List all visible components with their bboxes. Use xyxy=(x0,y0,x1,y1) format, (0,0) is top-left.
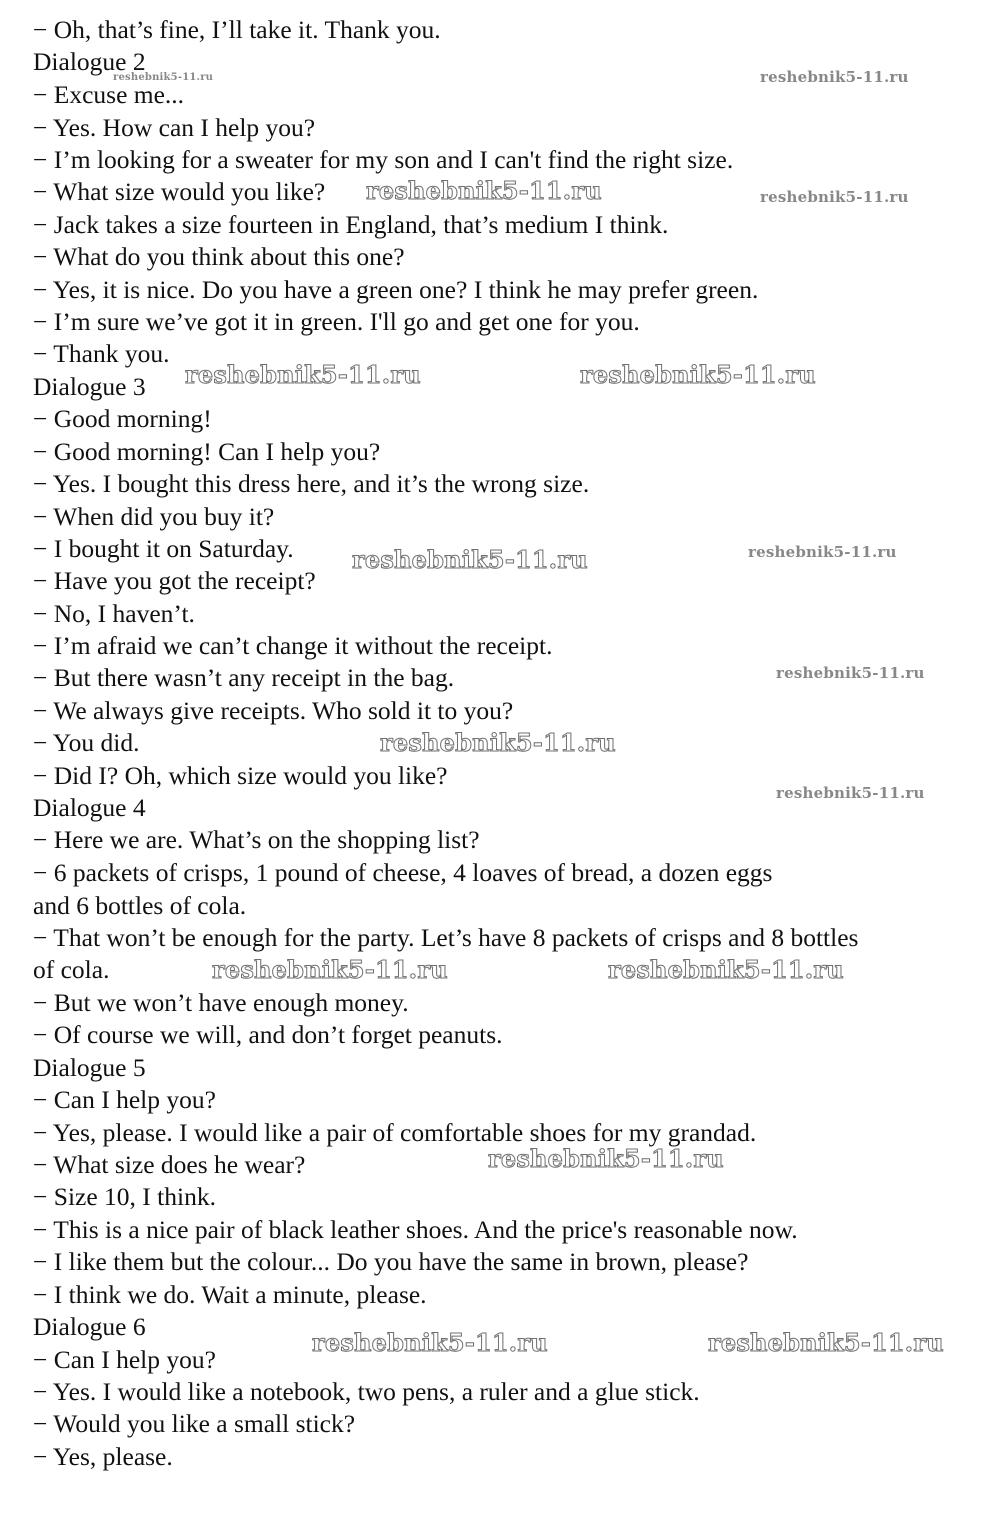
text-line: − Yes, please. xyxy=(33,1442,173,1471)
text-line: − I think we do. Wait a minute, please. xyxy=(33,1280,427,1309)
watermark: reshebnik5-11.ru xyxy=(380,728,616,757)
dialogue-heading: Dialogue 6 xyxy=(33,1312,146,1341)
text-line: − Of course we will, and don’t forget peanuts. xyxy=(33,1020,503,1049)
watermark: reshebnik5-11.ru xyxy=(580,360,816,389)
watermark: reshebnik5-11.ru xyxy=(760,68,909,86)
text-line: of cola. xyxy=(33,955,110,984)
watermark: reshebnik5-11.ru xyxy=(748,543,897,561)
watermark: reshebnik5-11.ru xyxy=(608,955,844,984)
text-line: − Good morning! xyxy=(33,404,212,433)
watermark: reshebnik5-11.ru xyxy=(212,955,448,984)
text-line: − Jack takes a size fourteen in England, that’s medium I think. xyxy=(33,210,669,239)
text-line: − Thank you. xyxy=(33,339,170,368)
watermark: reshebnik5-11.ru xyxy=(776,664,925,682)
text-line: − Would you like a small stick? xyxy=(33,1409,356,1438)
dialogue-heading: Dialogue 2 xyxy=(33,47,146,76)
text-line: − You did. xyxy=(33,728,140,757)
text-line: − Yes. I would like a notebook, two pens, a ruler and a glue stick. xyxy=(33,1377,700,1406)
text-line: − But there wasn’t any receipt in the bag. xyxy=(33,663,455,692)
watermark: reshebnik5-11.ru xyxy=(352,545,588,574)
text-line: − I like them but the colour... Do you have the same in brown, please? xyxy=(33,1247,749,1276)
text-line: − I’m looking for a sweater for my son and I can't find the right size. xyxy=(33,145,734,174)
text-line: − Excuse me... xyxy=(33,80,185,109)
text-line: and 6 bottles of cola. xyxy=(33,891,247,920)
watermark: reshebnik5-11.ru xyxy=(366,176,602,205)
text-line: − Oh, that’s fine, I’ll take it. Thank you. xyxy=(33,15,441,44)
watermark: reshebnik5-11.ru xyxy=(312,1328,548,1357)
text-line: − Can I help you? xyxy=(33,1085,216,1114)
text-line: − But we won’t have enough money. xyxy=(33,988,409,1017)
text-line: − Did I? Oh, which size would you like? xyxy=(33,761,448,790)
text-line: − Yes. I bought this dress here, and it’s the wrong size. xyxy=(33,469,590,498)
text-line: − We always give receipts. Who sold it to you? xyxy=(33,696,514,725)
watermark: reshebnik5-11.ru xyxy=(113,72,214,83)
text-line: − What size does he wear? xyxy=(33,1150,306,1179)
text-line: − Yes, please. I would like a pair of comfortable shoes for my grandad. xyxy=(33,1118,757,1147)
watermark: reshebnik5-11.ru xyxy=(488,1144,724,1173)
watermark: reshebnik5-11.ru xyxy=(760,188,909,206)
dialogue-heading: Dialogue 5 xyxy=(33,1053,146,1082)
text-line: − Size 10, I think. xyxy=(33,1182,216,1211)
text-line: − Yes, it is nice. Do you have a green one? I think he may prefer green. xyxy=(33,275,759,304)
text-line: − This is a nice pair of black leather shoes. And the price's reasonable now. xyxy=(33,1215,798,1244)
text-line: − Here we are. What’s on the shopping list? xyxy=(33,825,480,854)
text-line: − That won’t be enough for the party. Let’s have 8 packets of crisps and 8 bottles xyxy=(33,923,859,952)
watermark: reshebnik5-11.ru xyxy=(708,1328,944,1357)
text-line: − I’m sure we’ve got it in green. I'll go and get one for you. xyxy=(33,307,640,336)
watermark: reshebnik5-11.ru xyxy=(776,784,925,802)
dialogue-heading: Dialogue 4 xyxy=(33,793,146,822)
text-line: − I’m afraid we can’t change it without the receipt. xyxy=(33,631,553,660)
text-line: − Have you got the receipt? xyxy=(33,566,316,595)
text-line: − I bought it on Saturday. xyxy=(33,534,294,563)
text-line: − What do you think about this one? xyxy=(33,242,405,271)
text-line: − Good morning! Can I help you? xyxy=(33,437,381,466)
dialogue-heading: Dialogue 3 xyxy=(33,372,146,401)
text-line: − Yes. How can I help you? xyxy=(33,113,316,142)
text-line: − What size would you like? xyxy=(33,177,326,206)
watermark: reshebnik5-11.ru xyxy=(185,360,421,389)
text-line: − When did you buy it? xyxy=(33,502,275,531)
text-line: − No, I haven’t. xyxy=(33,599,195,628)
text-line: − 6 packets of crisps, 1 pound of cheese, 4 loaves of bread, a dozen eggs xyxy=(33,858,773,887)
text-line: − Can I help you? xyxy=(33,1345,216,1374)
